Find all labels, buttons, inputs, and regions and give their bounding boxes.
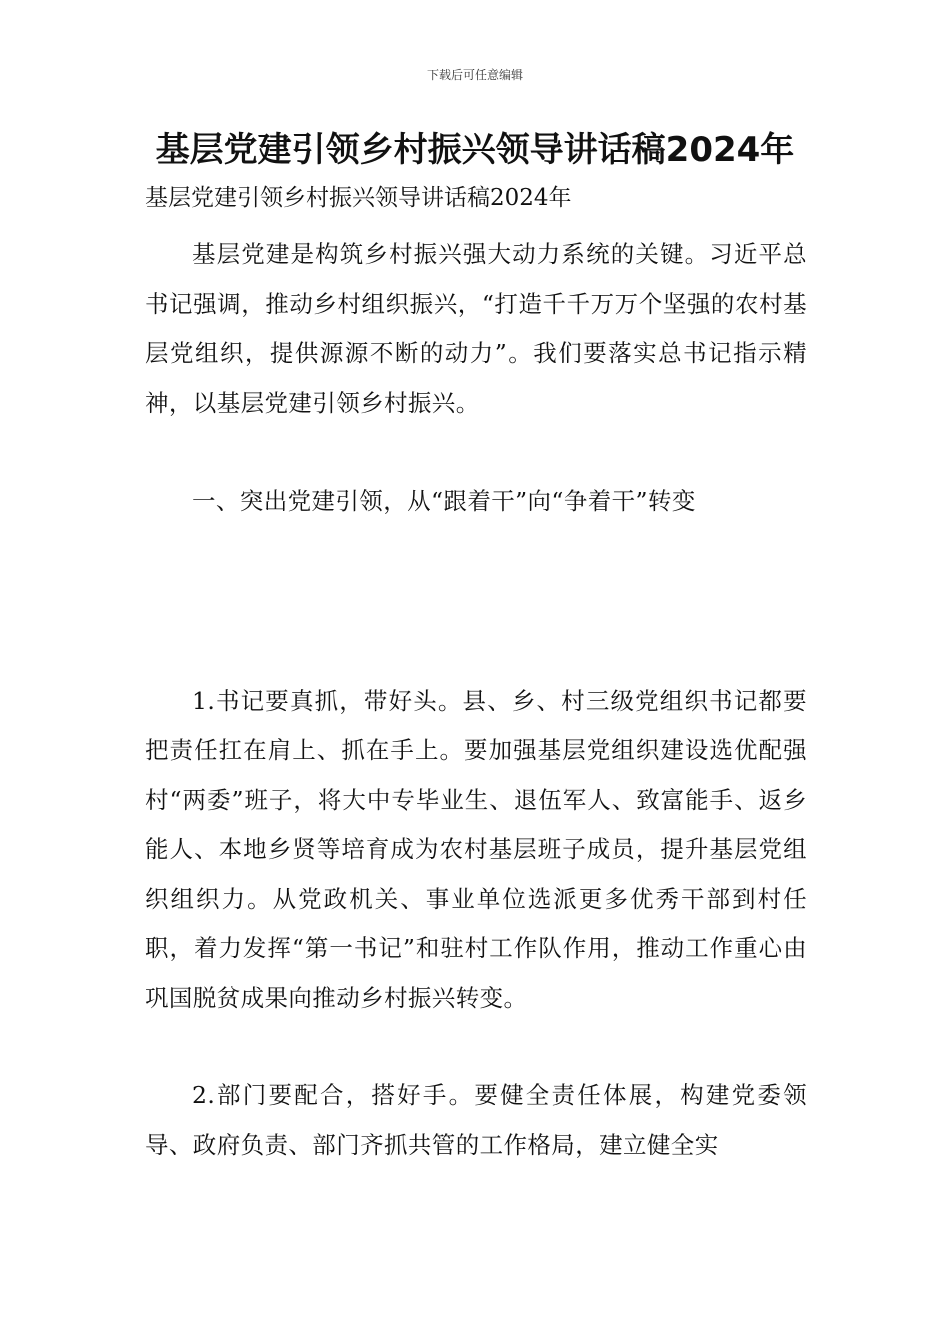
intro-paragraph: 基层党建是构筑乡村振兴强大动力系统的关键。习近平总书记强调，推动乡村组织振兴，“打造千千万万个坚强的农村基层党组织，提供源源不断的动力”。我们要落实总书记指示精神，以基层党建引领乡村振兴。 (145, 240, 807, 417)
section-heading: 一、突出党建引领，从“跟着干”向“争着干”转变 (192, 487, 696, 515)
paragraph-item-2: 2.部门要配合，搭好手。要健全责任体展，构建党委领导、政府负责、部门齐抓共管的工作格局，建立健全实 (145, 1081, 807, 1159)
paragraph-item-1: 1.书记要真抓，带好头。县、乡、村三级党组织书记都要把责任扛在肩上、抓在手上。要加强基层党组织建设选优配强村“两委”班子，将大中专毕业生、退伍军人、致富能手、返乡能人、本地乡贤等培育成为农村基层班子成员，提升基层党组织组织力。从党政机关、事业单位选派更多优秀干部到村任职，着力发挥“第一书记”和驻村工作队作用，推动工作重心由巩国脱贫成果向推动乡村振兴转变。 (145, 686, 807, 1012)
document-body (145, 178, 807, 1170)
header-note: 下载后可任意编辑 (426, 68, 523, 82)
document-title: 基层党建引领乡村振兴领导讲话稿2024年 (155, 130, 795, 170)
document-subtitle: 基层党建引领乡村振兴领导讲话稿2024年 (145, 185, 572, 211)
